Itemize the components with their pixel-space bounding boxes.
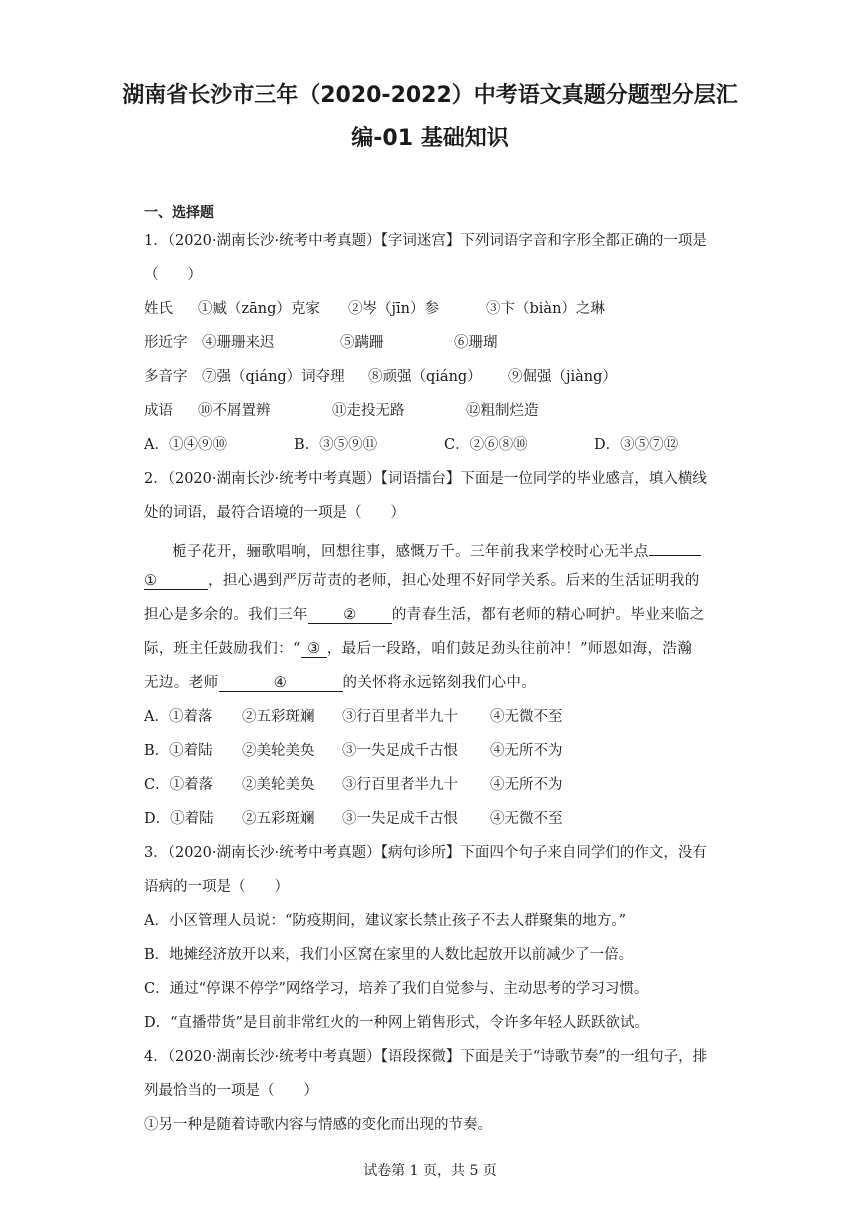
q2-passage-line4 (144, 639, 724, 659)
q3-option-d[interactable]: D．“直播带货”是目前非常红火的一种网上销售形式，令许多年轻人跃跃欲试。 (144, 1015, 649, 1031)
blank-3: ③ (301, 639, 327, 658)
q2-stem-line2: 处的词语，最符合语境的一项是（ ） (144, 505, 405, 521)
option-part: ②五彩斑斓 (242, 811, 315, 827)
document-title-line2: 编-01 基础知识 (351, 126, 509, 151)
passage-text: 无边。老师 (144, 675, 219, 691)
passage-text: 的青春生活，都有老师的精心呵护。毕业来临之 (391, 607, 705, 623)
option-part: C．①着落 (144, 777, 214, 793)
row-item: ⑫粗制烂造 (466, 403, 539, 419)
passage-text: 担心是多余的。我们三年 (144, 607, 308, 623)
option-part: ②美轮美奂 (242, 743, 315, 759)
row-item: ③卞（biàn）之琳 (486, 301, 605, 317)
q2-stem-line1: 2．（2020·湖南长沙·统考中考真题）【词语擂台】下面是一位同学的毕业感言，填入横线 (144, 471, 707, 487)
q1-stem-line1: 1．（2020·湖南长沙·统考中考真题）【字词迷宫】下列词语字音和字形全都正确的一项是 (144, 233, 707, 249)
section-heading: 一、选择题 (144, 205, 214, 221)
row-item: ⑦强（qiáng）词夺理 (202, 369, 345, 385)
row-label: 多音字 (144, 369, 188, 385)
q1-stem-line2: （ ） (144, 267, 202, 283)
passage-text: ，担心遇到严厉苛责的老师，担心处理不好同学关系。后来的生活证明我的 (208, 573, 700, 589)
blank-4: ④ (219, 673, 343, 692)
passage-text: 的关怀将永远铭刻我们心中。 (342, 675, 537, 691)
row-item: ⑤蹒跚 (340, 335, 384, 351)
row-label: 形近字 (144, 335, 188, 351)
q3-option-c[interactable]: C．通过“停课不停学”网络学习，培养了我们自觉参与、主动思考的学习习惯。 (144, 981, 649, 997)
row-label: 成语 (144, 403, 173, 419)
row-item: ⑩不屑置辨 (198, 403, 271, 419)
row-item: ④珊珊来迟 (202, 335, 275, 351)
q3-option-b[interactable]: B．地摊经济放开以来，我们小区窝在家里的人数比起放开以前减少了一倍。 (144, 947, 634, 963)
option-part: ④无微不至 (490, 811, 563, 827)
option-a[interactable]: A．①④⑨⑩ (144, 437, 227, 453)
option-part: ③行百里者半九十 (342, 777, 458, 793)
passage-text: 际，班主任鼓励我们：“ (144, 641, 301, 657)
option-part: ③一失足成千古恨 (342, 743, 458, 759)
q2-passage-line2 (144, 571, 724, 591)
row-label: 姓氏 (144, 301, 173, 317)
option-part: ②五彩斑斓 (242, 709, 315, 725)
q3-stem-line1: 3．（2020·湖南长沙·统考中考真题）【病句诊所】下面四个句子来自同学们的作文，没有 (144, 845, 707, 861)
row-item: ①臧（zāng）克家 (198, 301, 320, 317)
row-item: ⑥珊瑚 (454, 335, 498, 351)
q4-stem-line2: 列最恰当的一项是（ ） (144, 1083, 318, 1099)
row-item: ②岑（jīn）参 (348, 301, 439, 317)
option-b[interactable]: B．③⑤⑨⑪ (294, 437, 378, 453)
option-part: ③行百里者半九十 (342, 709, 458, 725)
option-d[interactable]: D．③⑤⑦⑫ (594, 437, 679, 453)
q2-passage-line3 (144, 605, 724, 625)
option-part: ③一失足成千古恨 (342, 811, 458, 827)
option-part: ④无微不至 (490, 709, 563, 725)
option-part: A．①着落 (144, 709, 213, 725)
blank-2: ② (308, 605, 392, 624)
q2-passage-line5 (144, 673, 724, 693)
page-footer: 试卷第 1 页，共 5 页 (363, 1163, 497, 1179)
row-item: ⑧顽强（qiáng） (368, 369, 482, 385)
blank-1: ① (144, 571, 208, 590)
q2-passage-line1 (172, 537, 724, 562)
option-part: ④无所不为 (490, 777, 563, 793)
q4-sentence-1: ①另一种是随着诗歌内容与情感的变化而出现的节奏。 (144, 1117, 492, 1133)
option-c[interactable]: C．②⑥⑧⑩ (444, 437, 528, 453)
document-title-line1: 湖南省长沙市三年（2020-2022）中考语文真题分题型分层汇 (122, 83, 738, 108)
q3-option-a[interactable]: A．小区管理人员说：“防疫期间，建议家长禁止孩子不去人群聚集的地方。” (144, 913, 627, 929)
blank-1-tail (649, 537, 701, 556)
option-part: D．①着陆 (144, 811, 214, 827)
q4-stem-line1: 4．（2020·湖南长沙·统考中考真题）【语段探微】下面是关于“诗歌节奏”的一组句子，排 (144, 1049, 708, 1065)
passage-text: ，最后一段路，咱们鼓足劲头往前冲！”师恩如海，浩瀚 (326, 641, 693, 657)
option-part: ②美轮美奂 (242, 777, 315, 793)
row-item: ⑨倔强（jiàng） (508, 369, 617, 385)
option-part: B．①着陆 (144, 743, 213, 759)
option-part: ④无所不为 (490, 743, 563, 759)
row-item: ⑪走投无路 (332, 403, 405, 419)
passage-text: 栀子花开，骊歌唱响，回想往事，感慨万千。三年前我来学校时心无半点 (172, 544, 649, 560)
q3-stem-line2: 语病的一项是（ ） (144, 879, 289, 895)
